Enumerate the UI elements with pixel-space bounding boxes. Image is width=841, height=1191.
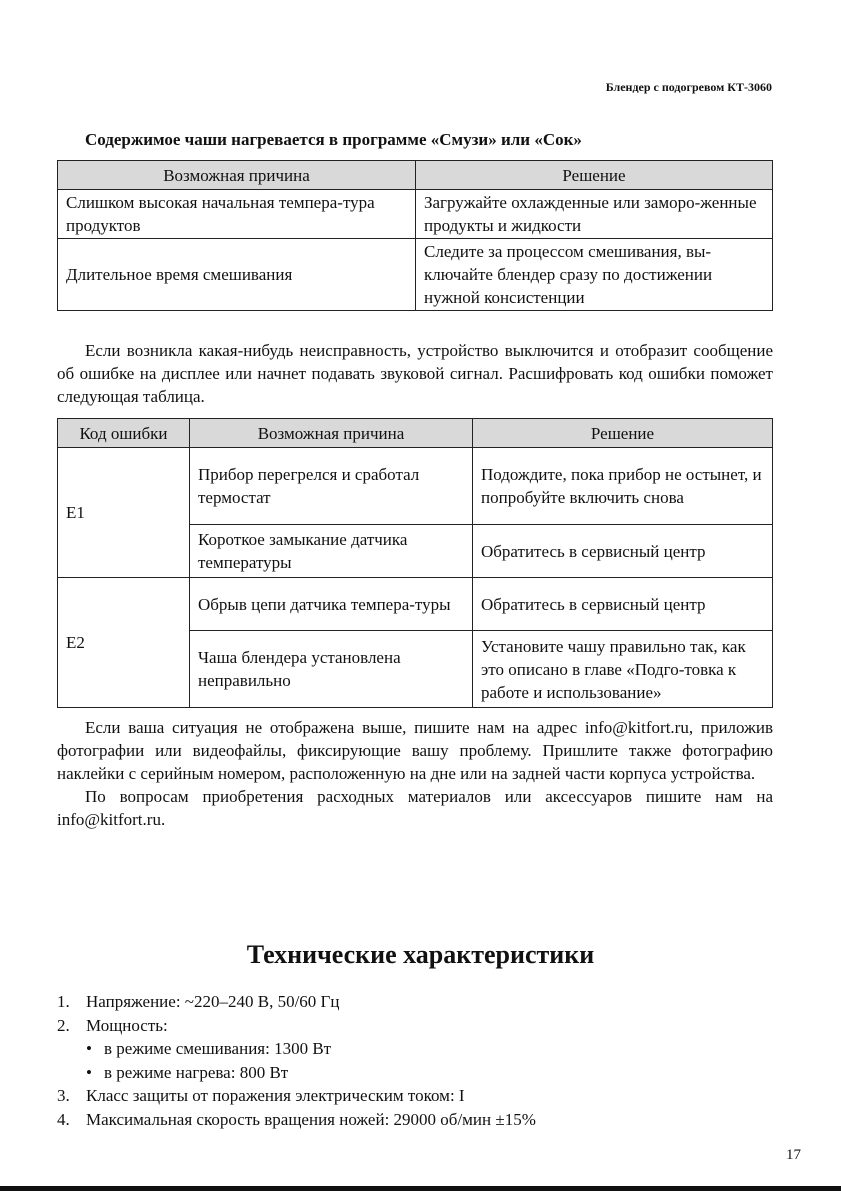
item-text: в режиме нагрева: 800 Вт: [104, 1062, 289, 1082]
cause-cell: Длительное время смешивания: [58, 239, 416, 311]
specs-heading: Технические характеристики: [246, 940, 595, 969]
bullet-icon: •: [86, 1039, 92, 1058]
solution-cell: Подождите, пока прибор не остынет, и попробуйте включить снова: [473, 448, 773, 525]
page-content: [57, 128, 773, 831]
table-header-row: [58, 419, 773, 448]
error-codes-table: [57, 418, 773, 708]
column-header-cause: Возможная причина: [58, 161, 416, 190]
errors-intro-paragraph: Если возникла какая-нибудь неисправность, устройство выключится и отобразит сообщение об ошибке на дисплее или начнет подавать звуковой сигнал. Расшифровать код ошибки поможет следующая таблица.: [57, 341, 773, 406]
section-heading: Содержимое чаши нагревается в программе «Смузи» или «Сок»: [85, 130, 582, 149]
cause-cell: Обрыв цепи датчика темпера-туры: [190, 578, 473, 631]
item-text: в режиме смешивания: 1300 Вт: [104, 1039, 332, 1058]
solution-cell: Загружайте охлажденные или заморо-женные продукты и жидкости: [416, 190, 773, 239]
table-row: [58, 239, 773, 311]
running-header: Блендер с подогревом КТ-3060: [605, 80, 772, 94]
cause-cell: Прибор перегрелся и сработал термостат: [190, 448, 473, 525]
accessories-paragraph: По вопросам приобретения расходных материалов или аксессуаров пишите нам на info@kitfort.ru.: [57, 787, 773, 829]
page-number: 17: [786, 1147, 801, 1163]
table-header-row: [58, 161, 773, 190]
cause-cell: Чаша блендера установлена неправильно: [190, 631, 473, 708]
list-item: [57, 1084, 777, 1108]
cause-cell: Слишком высокая начальная темпера-тура продуктов: [58, 190, 416, 239]
solution-cell: Установите чашу правильно так, как это описано в главе «Подго-товка к работе и использование»: [473, 631, 773, 708]
item-number: 2.: [57, 1015, 70, 1035]
column-header-code: Код ошибки: [58, 419, 190, 448]
column-header-solution: Решение: [416, 161, 773, 190]
solution-cell: Следите за процессом смешивания, вы-ключайте блендер сразу по достижении нужной консистенции: [416, 239, 773, 311]
list-item: [57, 1014, 777, 1038]
item-text: Мощность:: [86, 1015, 168, 1035]
item-text: Максимальная скорость вращения ножей: 29000 об/мин ±15%: [86, 1109, 536, 1129]
list-item: [57, 1108, 777, 1132]
sub-list-item: [57, 1061, 777, 1085]
item-text: Напряжение: ~220–240 В, 50/60 Гц: [86, 992, 340, 1011]
column-header-solution: Решение: [473, 419, 773, 448]
item-number: 4.: [57, 1109, 70, 1129]
table-row: [58, 448, 773, 525]
error-code-cell: E1: [58, 448, 190, 578]
item-text: Класс защиты от поражения электрическим током: I: [86, 1086, 465, 1105]
sub-list-item: [57, 1037, 777, 1061]
list-item: [57, 990, 777, 1014]
cause-cell: Короткое замыкание датчика температуры: [190, 525, 473, 578]
item-number: 3.: [57, 1086, 70, 1105]
error-code-cell: E2: [58, 578, 190, 708]
contact-paragraph: Если ваша ситуация не отображена выше, пишите нам на адрес info@kitfort.ru, приложив фотографии или видеофайлы, фиксирующие вашу проблему. Пришлите также фотографию наклейки с серийным номером, расположенную на дне или на задней части корпуса устройства.: [57, 718, 773, 783]
specs-list: [57, 990, 777, 1131]
bottom-rule: [0, 1186, 841, 1191]
item-number: 1.: [57, 992, 70, 1011]
troubleshooting-table: [57, 160, 773, 311]
bullet-icon: •: [86, 1062, 92, 1082]
table-row: [58, 578, 773, 631]
table-row: [58, 190, 773, 239]
solution-cell: Обратитесь в сервисный центр: [473, 578, 773, 631]
column-header-cause: Возможная причина: [190, 419, 473, 448]
solution-cell: Обратитесь в сервисный центр: [473, 525, 773, 578]
